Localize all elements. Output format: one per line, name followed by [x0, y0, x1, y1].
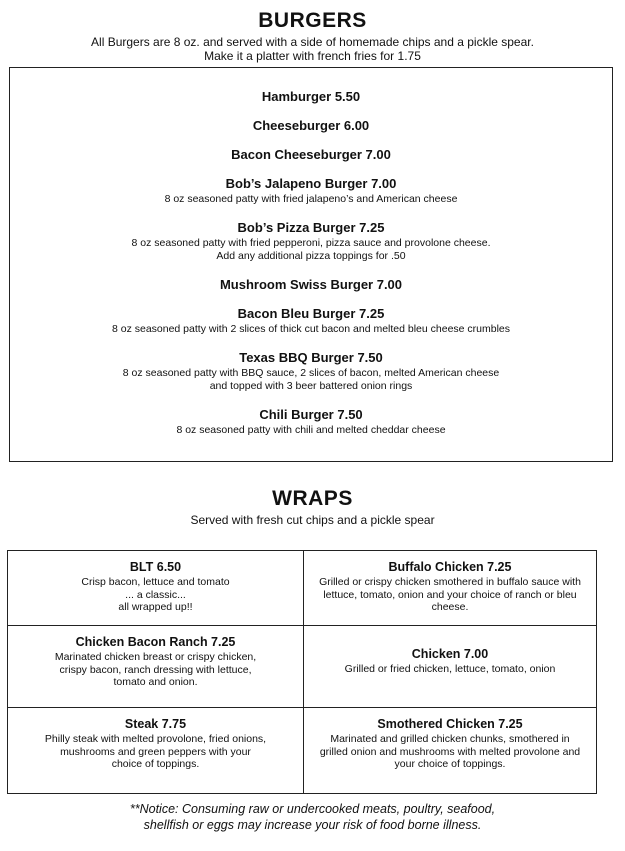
wrap-cell: [8, 626, 304, 708]
wraps-title: WRAPS: [272, 487, 353, 510]
description-line: all wrapped up!!: [118, 601, 193, 613]
item-name: Cheeseburger 6.00: [252, 118, 370, 133]
item-name: Bob’s Jalapeno Burger 7.00: [225, 176, 397, 191]
wrap-cell: [8, 708, 304, 793]
item-description: [312, 733, 588, 771]
item-name: Chicken Bacon Ranch 7.25: [75, 635, 236, 649]
item-name: Mushroom Swiss Burger 7.00: [219, 277, 403, 292]
item-name: Bacon Cheeseburger 7.00: [231, 147, 391, 162]
wrap-cell: [8, 551, 304, 626]
description-line: and topped with 3 beer battered onion rings: [209, 380, 413, 392]
description-line: tomato and onion.: [113, 676, 198, 688]
item-name: BLT 6.50: [129, 560, 182, 574]
item-description: [16, 651, 295, 689]
menu-item: [10, 350, 612, 393]
description-line: ... a classic...: [125, 588, 186, 601]
item-name: Texas BBQ Burger 7.50: [239, 350, 383, 365]
notice-line: **Notice: Consuming raw or undercooked meats, poultry, seafood,: [129, 802, 496, 816]
menu-item: [10, 277, 612, 292]
description-line: 8 oz seasoned patty with fried pepperoni, pizza sauce and provolone cheese.: [131, 237, 491, 249]
menu-item: [10, 89, 612, 104]
description-line: lettuce, tomato, onion and your choice of ranch or bleu: [323, 588, 577, 601]
burgers-subtitle-line: Make it a platter with french fries for 1.75: [204, 49, 421, 63]
description-line: Add any additional pizza toppings for .50: [216, 250, 406, 262]
menu-item: [10, 407, 612, 437]
description-line: mushrooms and green peppers with your: [60, 745, 251, 758]
menu-item: [10, 176, 612, 206]
item-name: Bacon Bleu Burger 7.25: [237, 306, 385, 321]
description-line: Crisp bacon, lettuce and tomato: [81, 576, 230, 588]
description-line: 8 oz seasoned patty with BBQ sauce, 2 slices of bacon, melted American cheese: [122, 367, 500, 379]
burgers-subtitle-line: All Burgers are 8 oz. and served with a side of homemade chips and a pickle spear.: [91, 35, 534, 49]
menu-item: [10, 118, 612, 133]
wrap-cell: [304, 626, 596, 708]
description-line: Marinated chicken breast or crispy chicken,: [54, 651, 257, 663]
item-description: [10, 367, 612, 393]
description-line: 8 oz seasoned patty with 2 slices of thick cut bacon and melted bleu cheese crumbles: [111, 323, 511, 335]
description-line: crispy bacon, ranch dressing with lettuce,: [59, 663, 252, 676]
wrap-cell: [304, 708, 596, 793]
item-name: Chicken 7.00: [411, 647, 489, 661]
item-description: [10, 237, 612, 263]
description-line: 8 oz seasoned patty with fried jalapeno’s and American cheese: [164, 193, 458, 205]
description-line: choice of toppings.: [111, 758, 200, 770]
item-name: Smothered Chicken 7.25: [377, 717, 523, 731]
item-name: Bob’s Pizza Burger 7.25: [237, 220, 385, 235]
description-line: Grilled or crispy chicken smothered in buffalo sauce with: [319, 576, 581, 588]
item-name: Chili Burger 7.50: [259, 407, 363, 422]
item-description: [10, 323, 612, 336]
description-line: your choice of toppings.: [394, 758, 506, 770]
item-name: Buffalo Chicken 7.25: [388, 560, 512, 574]
burgers-menu-box: [9, 67, 613, 462]
item-description: [16, 733, 295, 771]
description-line: Philly steak with melted provolone, fried onions,: [44, 733, 267, 745]
menu-item: [10, 147, 612, 162]
menu-item: [10, 306, 612, 336]
description-line: Marinated and grilled chicken chunks, smothered in: [330, 733, 570, 745]
item-description: [10, 193, 612, 206]
menu-item: [10, 220, 612, 263]
description-line: grilled onion and mushrooms with melted provolone and: [319, 745, 581, 758]
description-line: Grilled or fried chicken, lettuce, tomato, onion: [344, 663, 556, 675]
item-name: Steak 7.75: [124, 717, 187, 731]
item-description: [16, 576, 295, 614]
burgers-title: BURGERS: [258, 9, 367, 32]
notice-line: shellfish or eggs may increase your risk of food borne illness.: [143, 818, 482, 832]
item-description: [312, 663, 588, 676]
burgers-subtitle: [0, 35, 625, 63]
food-safety-notice: [0, 801, 625, 833]
item-name: Hamburger 5.50: [261, 89, 361, 104]
wraps-menu-grid: [7, 550, 597, 794]
description-line: 8 oz seasoned patty with chili and melted cheddar cheese: [176, 424, 446, 436]
wrap-cell: [304, 551, 596, 626]
description-line: cheese.: [431, 601, 469, 613]
item-description: [10, 424, 612, 437]
burgers-list: [10, 68, 612, 437]
wraps-subtitle: Served with fresh cut chips and a pickle spear: [190, 513, 435, 527]
item-description: [312, 576, 588, 614]
